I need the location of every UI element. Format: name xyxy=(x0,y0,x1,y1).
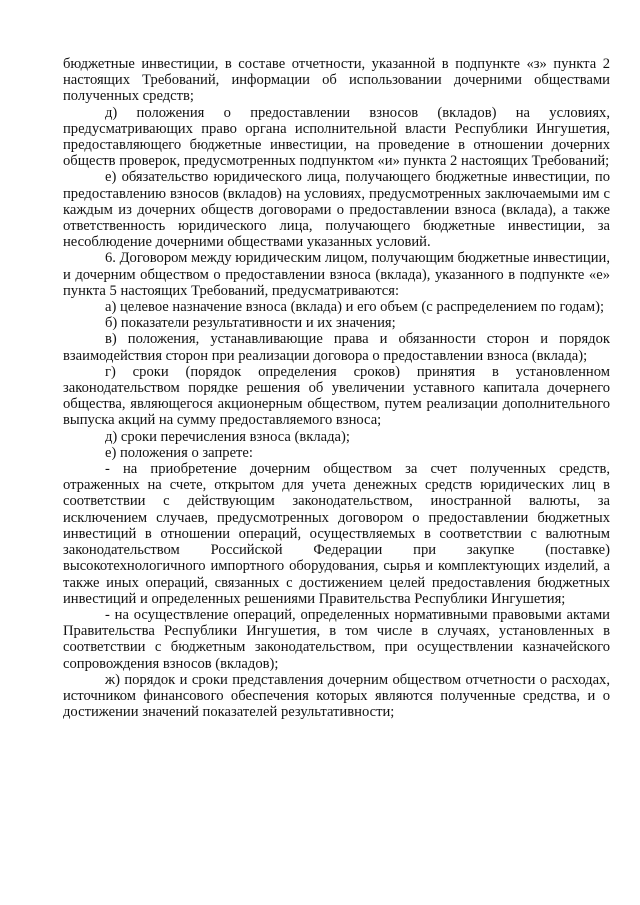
paragraph-item-e-obligation: е) обязательство юридического лица, получающего бюджетные инвестиции, по предоставлению взносов (вкладов) на условиях, предусмотренных заключаемыми им с каждым из дочерних обществ договорами о предоставлении взноса (вклада), а также ответственность юридического лица, получающего бюджетные инвестиции, за несоблюдение дочерними обществами указанных условий. xyxy=(63,169,610,251)
document-page xyxy=(63,56,610,720)
paragraph-item-v: в) положения, устанавливающие права и обязанности сторон и порядок взаимодействия сторон при реализации договора о предоставлении взноса (вклада); xyxy=(63,331,610,364)
paragraph-item-zh: ж) порядок и сроки представления дочерним обществом отчетности о расходах, источником финансового обеспечения которых являются полученные средства, и о достижении значений показателей результативности; xyxy=(63,671,610,721)
paragraph-item-a: а) целевое назначение взноса (вклада) и его объем (с распределением по годам); xyxy=(105,299,605,316)
paragraph-dash-currency: - на приобретение дочерним обществом за счет полученных средств, отраженных на счете, открытом для учета денежных средств юридических лиц в соответствии с действующим законодательством, иностранной валюты, за исключением случаев, предусмотренных договором о предоставлении бюджетных инвестиций в отношении операций, осуществляемых в соответствии с валютным законодательством Российской Федерации при закупке (поставке) высокотехнологичного импортного оборудования, сырья и комплектующих изделий, а также иных операций, связанных с достижением целей предоставления бюджетных инвестиций и определенных решениями Правительства Республики Ингушетия; xyxy=(63,461,610,607)
paragraph-item-d-terms: д) сроки перечисления взноса (вклада); xyxy=(105,428,350,445)
paragraph-item-g: г) сроки (порядок определения сроков) принятия в установленном законодательством порядке решения об увеличении уставного капитала дочернего общества, являющегося акционерным обществом, путем реализации дополнительного выпуска акций на сумму предоставляемого взноса; xyxy=(63,363,610,429)
paragraph-item-e-prohibition: е) положения о запрете: xyxy=(105,444,253,461)
paragraph-point-6: 6. Договором между юридическим лицом, получающим бюджетные инвестиции, и дочерним обществом о предоставлении взноса (вклада), указанного в подпункте «е» пункта 5 настоящих Требований, предусматриваются: xyxy=(63,250,611,299)
paragraph-item-d-inspections: д) положения о предоставлении взносов (вкладов) на условиях, предусматривающих право органа исполнительной власти Республики Ингушетия, предоставляющего бюджетные инвестиции, на проведение в отношении дочерних обществ проверок, предусмотренных подпунктом «и» пункта 2 настоящих Требований; xyxy=(63,104,610,170)
paragraph-continuation: бюджетные инвестиции, в составе отчетности, указанной в подпункте «з» пункта 2 настоящих Требований, информации об использовании дочерними обществами полученных средств; xyxy=(63,56,610,105)
paragraph-item-b: б) показатели результативности и их значения; xyxy=(105,315,396,332)
paragraph-dash-operations: - на осуществление операций, определенных нормативными правовыми актами Правительства Республики Ингушетия, в том числе в случаях, установленных в соответствии с бюджетным законодательством, при осуществлении казначейского сопровождения взносов (вкладов); xyxy=(63,606,610,672)
